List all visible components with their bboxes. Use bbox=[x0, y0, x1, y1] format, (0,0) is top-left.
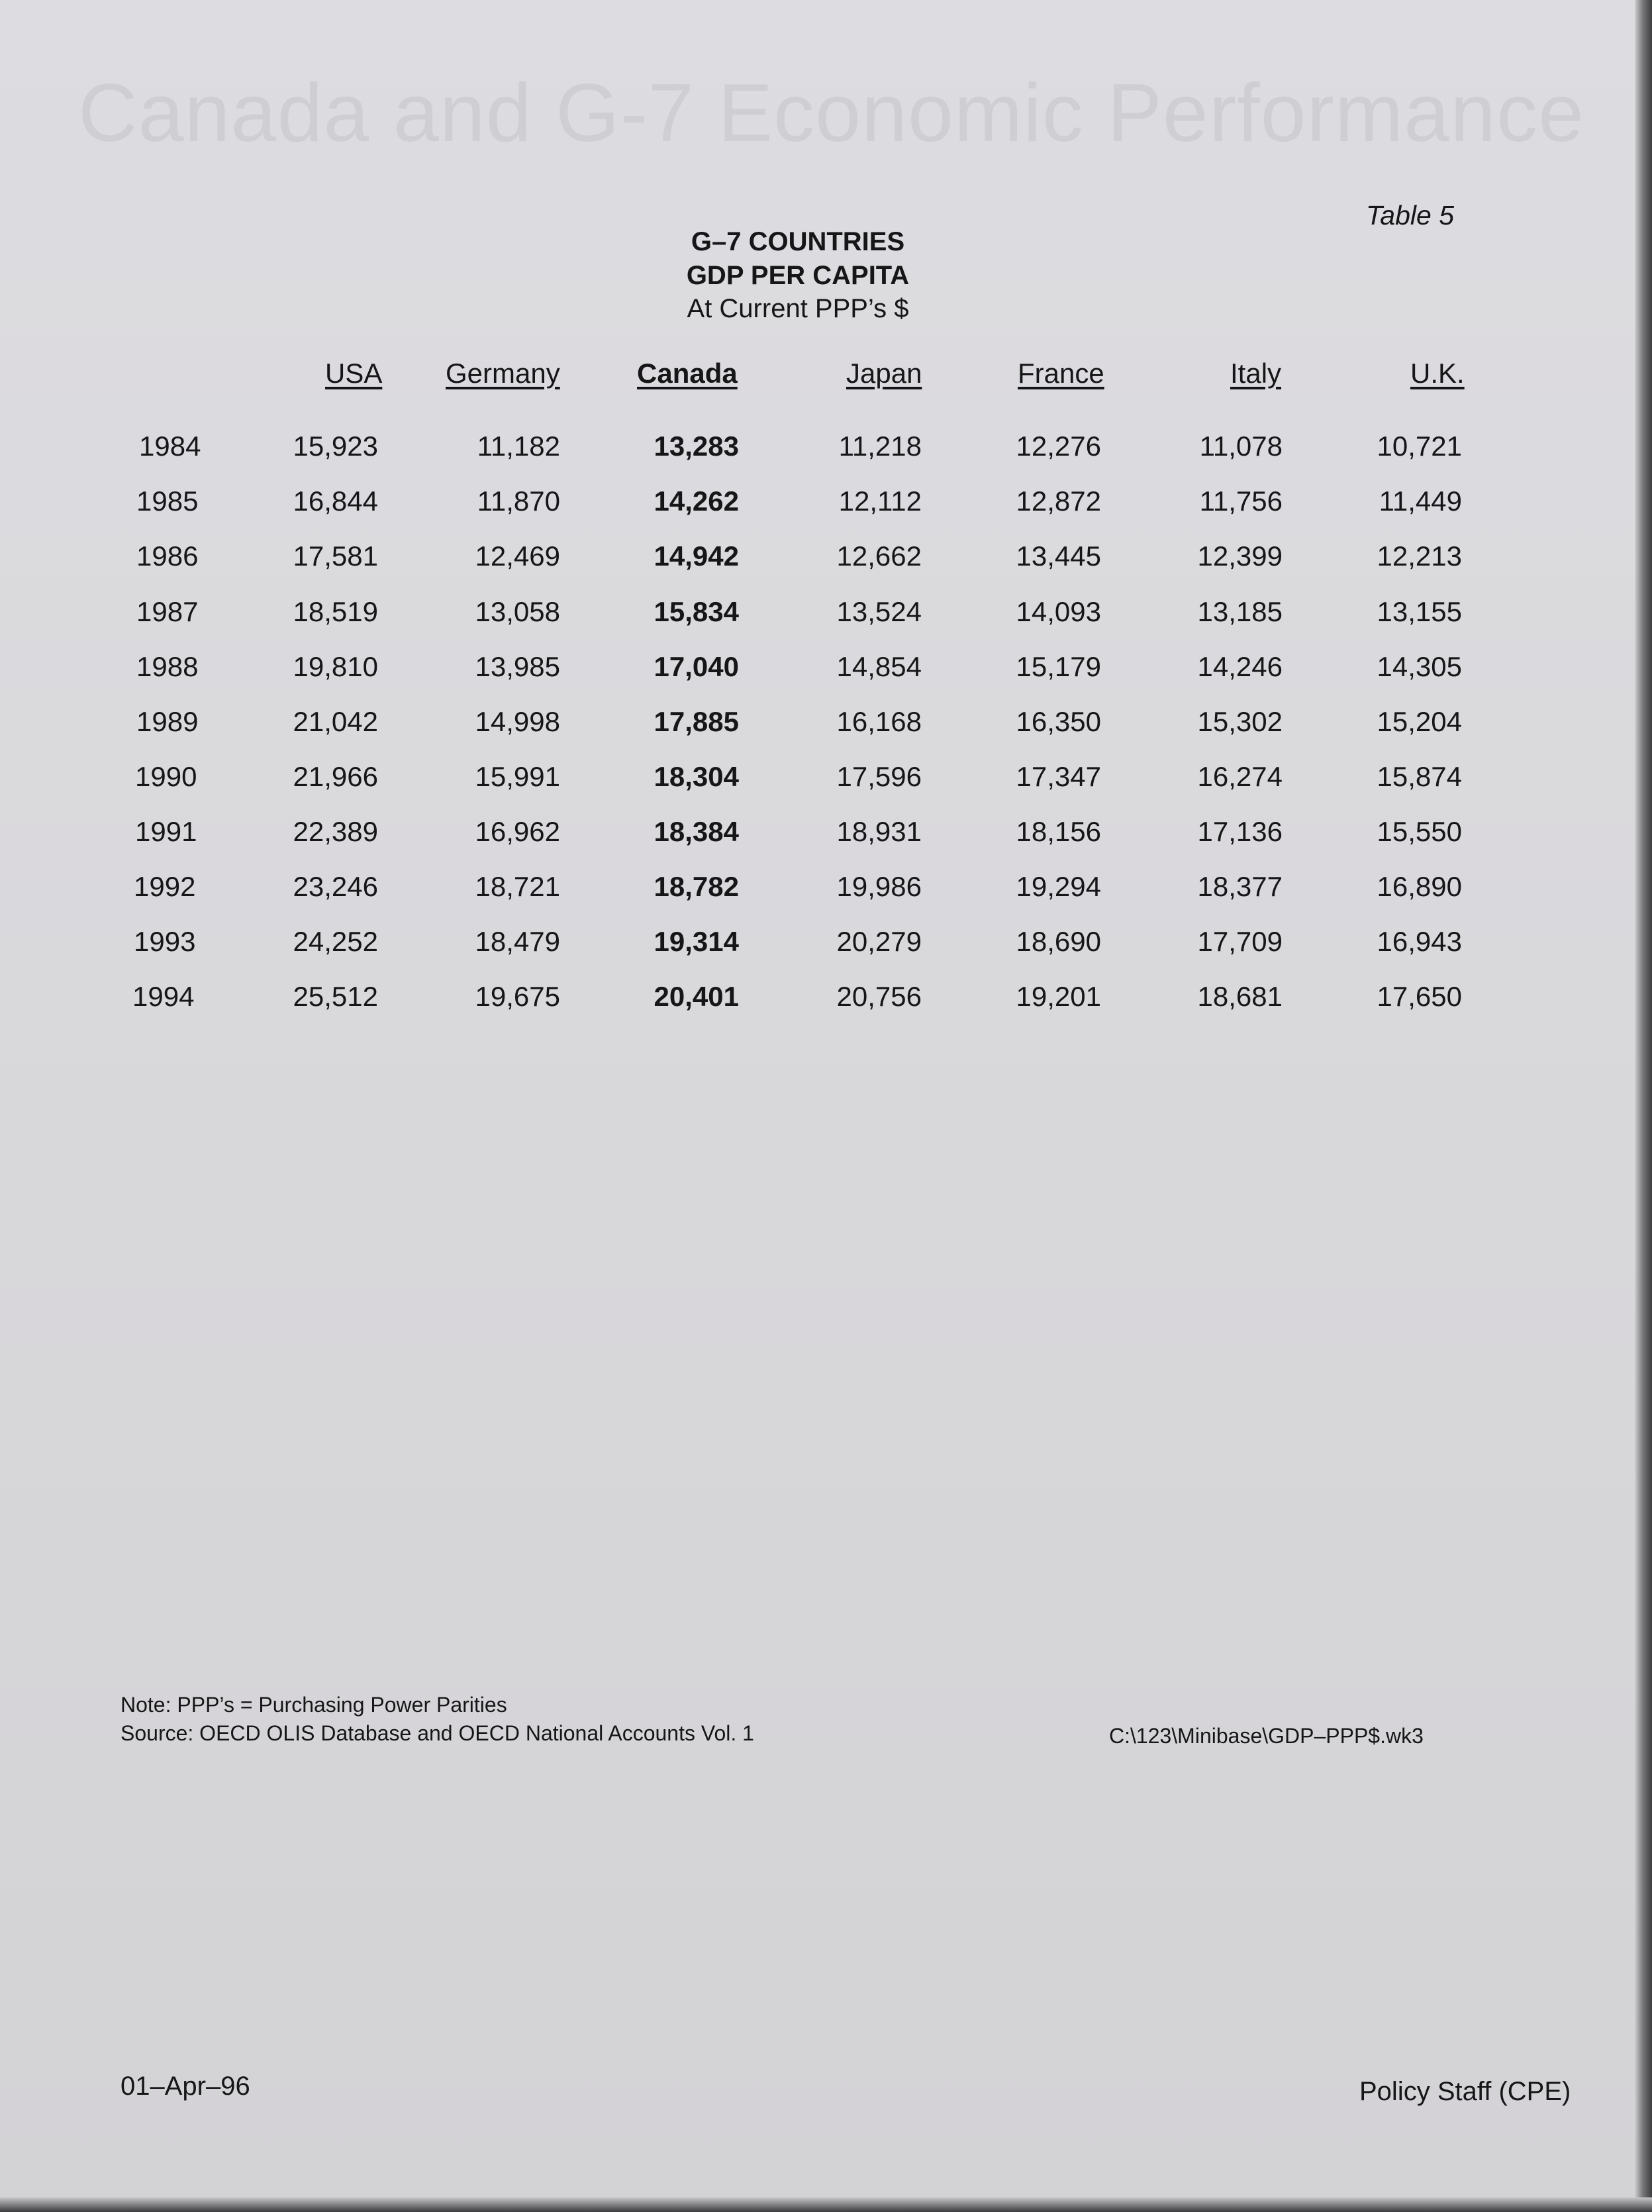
uk-cell: 14,305 bbox=[1377, 651, 1462, 682]
france-cell: 16,350 bbox=[1016, 706, 1101, 737]
year-cell: 1985 bbox=[136, 485, 199, 517]
year-cell: 1992 bbox=[134, 871, 196, 902]
uk-cell: 11,449 bbox=[1379, 485, 1462, 517]
date-stamp: 01–Apr–96 bbox=[121, 2072, 250, 2101]
france-cell: 18,156 bbox=[1016, 816, 1101, 847]
japan-cell: 19,986 bbox=[836, 871, 922, 902]
usa-cell: 18,519 bbox=[293, 596, 378, 627]
year-cell: 1990 bbox=[135, 761, 197, 792]
usa-cell: 16,844 bbox=[293, 485, 378, 517]
canada-cell: 19,314 bbox=[654, 926, 739, 957]
uk-cell: 12,213 bbox=[1377, 540, 1462, 572]
usa-cell: 15,923 bbox=[293, 430, 378, 462]
japan-cell: 11,218 bbox=[838, 430, 922, 462]
year-cell: 1989 bbox=[136, 706, 199, 737]
canada-cell: 15,834 bbox=[654, 596, 739, 627]
japan-cell: 18,931 bbox=[836, 816, 922, 847]
title-countries: G–7 COUNTRIES bbox=[691, 227, 905, 256]
table-row bbox=[0, 540, 1652, 580]
germany-cell: 19,675 bbox=[475, 981, 560, 1012]
table-row bbox=[0, 485, 1652, 525]
year-cell: 1984 bbox=[139, 430, 201, 462]
table-row bbox=[0, 816, 1652, 856]
canada-cell: 14,942 bbox=[654, 540, 739, 572]
italy-cell: 15,302 bbox=[1197, 706, 1283, 737]
canada-cell: 18,782 bbox=[654, 871, 739, 902]
year-cell: 1994 bbox=[132, 981, 195, 1012]
usa-cell: 21,966 bbox=[293, 761, 378, 792]
uk-cell: 16,890 bbox=[1377, 871, 1462, 902]
table-row bbox=[0, 596, 1652, 636]
header-italy: Italy bbox=[1230, 358, 1282, 389]
table-number: Table 5 bbox=[1366, 200, 1454, 230]
japan-cell: 12,662 bbox=[836, 540, 922, 572]
header-france: France bbox=[1018, 358, 1104, 389]
uk-cell: 15,550 bbox=[1377, 816, 1462, 847]
germany-cell: 18,721 bbox=[475, 871, 560, 902]
italy-cell: 18,377 bbox=[1197, 871, 1283, 902]
usa-cell: 23,246 bbox=[293, 871, 378, 902]
bleed-through-title: Canada and G-7 Economic Performance bbox=[78, 68, 1585, 159]
japan-cell: 17,596 bbox=[836, 761, 922, 792]
title-subtitle: At Current PPP’s $ bbox=[687, 294, 909, 323]
germany-cell: 13,985 bbox=[475, 651, 560, 682]
france-cell: 19,201 bbox=[1016, 981, 1101, 1012]
france-cell: 12,872 bbox=[1016, 485, 1101, 517]
japan-cell: 16,168 bbox=[836, 706, 922, 737]
uk-cell: 17,650 bbox=[1377, 981, 1462, 1012]
germany-cell: 18,479 bbox=[475, 926, 560, 957]
canada-cell: 17,885 bbox=[654, 706, 739, 737]
italy-cell: 18,681 bbox=[1197, 981, 1283, 1012]
france-cell: 13,445 bbox=[1016, 540, 1101, 572]
source-text: Source: OECD OLIS Database and OECD National Accounts Vol. 1 bbox=[121, 1721, 754, 1745]
file-path: C:\123\Minibase\GDP–PPP$.wk3 bbox=[1109, 1724, 1424, 1748]
france-cell: 14,093 bbox=[1016, 596, 1101, 627]
italy-cell: 17,136 bbox=[1197, 816, 1283, 847]
japan-cell: 13,524 bbox=[836, 596, 922, 627]
canada-cell: 18,304 bbox=[654, 761, 739, 792]
france-cell: 19,294 bbox=[1016, 871, 1101, 902]
usa-cell: 25,512 bbox=[293, 981, 378, 1012]
table-title-block bbox=[599, 225, 996, 325]
italy-cell: 16,274 bbox=[1197, 761, 1283, 792]
header-canada: Canada bbox=[637, 358, 738, 389]
germany-cell: 12,469 bbox=[475, 540, 560, 572]
france-cell: 15,179 bbox=[1016, 651, 1101, 682]
usa-cell: 21,042 bbox=[293, 706, 378, 737]
header-uk: U.K. bbox=[1410, 358, 1465, 389]
uk-cell: 16,943 bbox=[1377, 926, 1462, 957]
year-cell: 1988 bbox=[136, 651, 199, 682]
italy-cell: 12,399 bbox=[1197, 540, 1283, 572]
japan-cell: 20,756 bbox=[836, 981, 922, 1012]
uk-cell: 15,874 bbox=[1377, 761, 1462, 792]
italy-cell: 11,078 bbox=[1199, 430, 1283, 462]
canada-cell: 14,262 bbox=[654, 485, 739, 517]
table-row bbox=[0, 926, 1652, 966]
france-cell: 17,347 bbox=[1016, 761, 1101, 792]
header-usa: USA bbox=[325, 358, 383, 389]
canada-cell: 18,384 bbox=[654, 816, 739, 847]
france-cell: 12,276 bbox=[1016, 430, 1101, 462]
table-row bbox=[0, 871, 1652, 911]
germany-cell: 11,182 bbox=[477, 430, 560, 462]
germany-cell: 11,870 bbox=[477, 485, 560, 517]
uk-cell: 13,155 bbox=[1377, 596, 1462, 627]
italy-cell: 14,246 bbox=[1197, 651, 1283, 682]
canada-cell: 13,283 bbox=[654, 430, 739, 462]
usa-cell: 22,389 bbox=[293, 816, 378, 847]
uk-cell: 10,721 bbox=[1377, 430, 1462, 462]
header-germany: Germany bbox=[446, 358, 560, 389]
canada-cell: 20,401 bbox=[654, 981, 739, 1012]
italy-cell: 13,185 bbox=[1197, 596, 1283, 627]
germany-cell: 15,991 bbox=[475, 761, 560, 792]
table-row bbox=[0, 651, 1652, 691]
italy-cell: 17,709 bbox=[1197, 926, 1283, 957]
note-text: Note: PPP’s = Purchasing Power Parities bbox=[121, 1693, 507, 1717]
usa-cell: 17,581 bbox=[293, 540, 378, 572]
year-cell: 1986 bbox=[136, 540, 199, 572]
japan-cell: 20,279 bbox=[836, 926, 922, 957]
table-row bbox=[0, 981, 1652, 1021]
france-cell: 18,690 bbox=[1016, 926, 1101, 957]
author-credit: Policy Staff (CPE) bbox=[1359, 2077, 1571, 2106]
canada-cell: 17,040 bbox=[654, 651, 739, 682]
year-cell: 1987 bbox=[136, 596, 199, 627]
year-cell: 1993 bbox=[134, 926, 196, 957]
header-japan: Japan bbox=[846, 358, 922, 389]
table-row bbox=[0, 761, 1652, 801]
table-row bbox=[0, 706, 1652, 746]
usa-cell: 19,810 bbox=[293, 651, 378, 682]
germany-cell: 16,962 bbox=[475, 816, 560, 847]
japan-cell: 12,112 bbox=[838, 485, 922, 517]
year-cell: 1991 bbox=[135, 816, 197, 847]
page-edge-shadow bbox=[1635, 0, 1652, 2212]
page-bottom-shadow bbox=[0, 2197, 1652, 2212]
germany-cell: 14,998 bbox=[475, 706, 560, 737]
table-row bbox=[0, 430, 1652, 470]
japan-cell: 14,854 bbox=[836, 651, 922, 682]
italy-cell: 11,756 bbox=[1199, 485, 1283, 517]
title-gdp: GDP PER CAPITA bbox=[686, 261, 910, 290]
germany-cell: 13,058 bbox=[475, 596, 560, 627]
uk-cell: 15,204 bbox=[1377, 706, 1462, 737]
usa-cell: 24,252 bbox=[293, 926, 378, 957]
